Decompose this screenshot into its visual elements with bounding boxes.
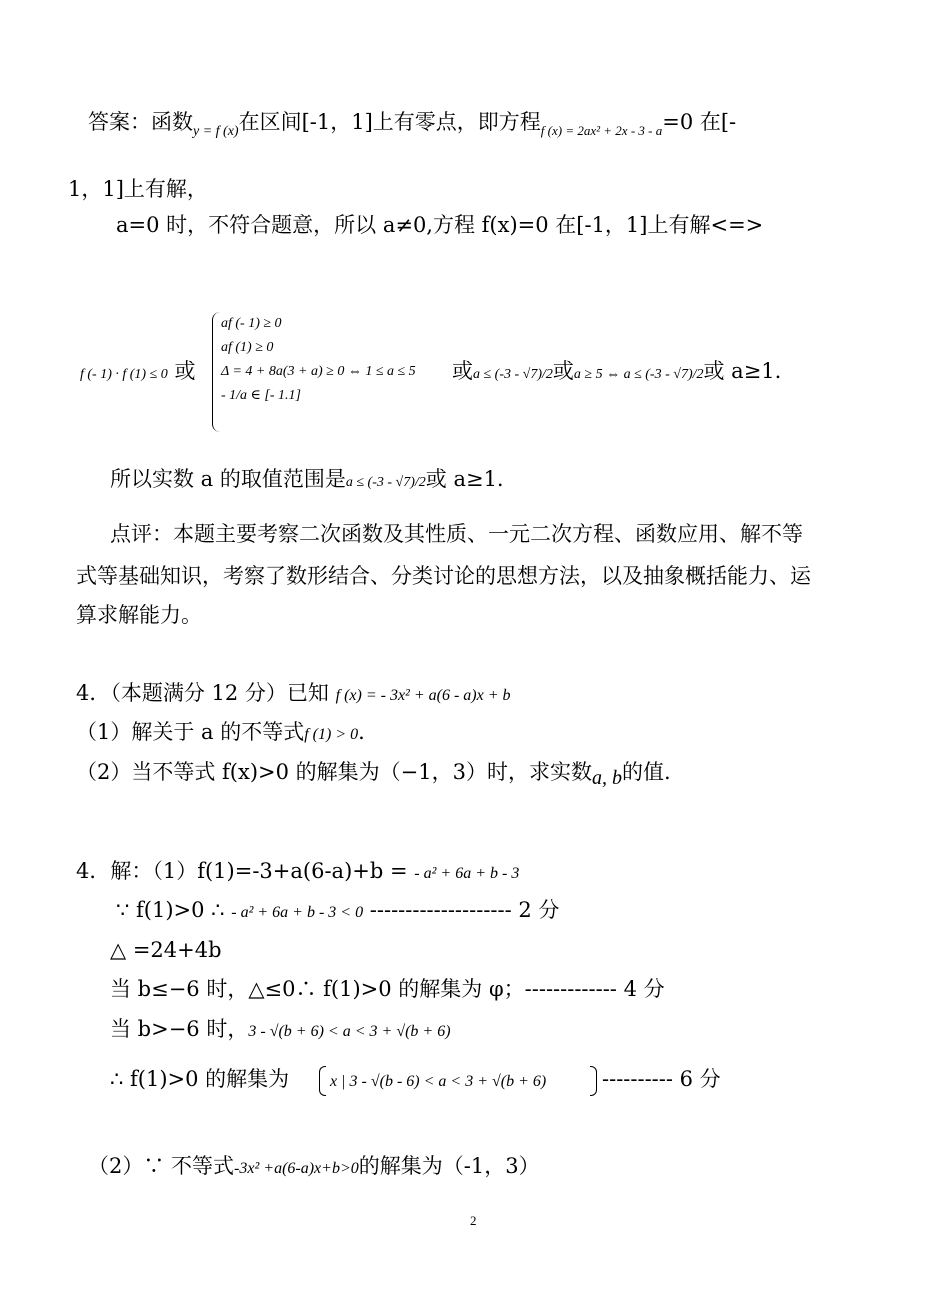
solution-line-2 [116, 897, 559, 926]
part-2-variables: a, b [592, 767, 622, 789]
function-notation: y = f (x) [193, 124, 239, 139]
range-text: 所以实数 a 的取值范围是 [110, 467, 346, 491]
system-tail [452, 358, 781, 388]
system-row: af (- 1) ≥ 0 [221, 316, 282, 331]
comment-line-3: 算求解能力。 [76, 603, 202, 627]
range-bound: a ≤ (-3 - √7)/2 [345, 475, 426, 490]
part-1-text: （1）解关于 a 的不等式 [76, 720, 305, 744]
solution-line-1 [76, 858, 519, 887]
bound-2: a ≥ 5 ⇔ a ≤ (-3 - √7)/2 [573, 367, 704, 382]
solution-because: ∵ f(1)>0 ∴ [116, 898, 225, 922]
solution-score-6: ---------- 6 分 [602, 1067, 721, 1091]
range-line [110, 466, 504, 496]
solution-text: 4．解：（1）f(1)=-3+a(6-a)+b = [76, 859, 408, 883]
part-2-end: 的值. [622, 760, 671, 784]
answer-text-end: =0 在[- [662, 110, 737, 134]
case-text: 当 b>−6 时， [110, 1017, 249, 1041]
solution-line-7 [88, 1153, 540, 1182]
question-4-label: 4．（本题满分 12 分）已知 [76, 681, 329, 705]
system-lead [80, 358, 195, 388]
product-condition: f (- 1) · f (1) ≤ 0 [80, 367, 168, 382]
answer-intro: 答案：函数 [88, 110, 193, 134]
answer-line-3: a=0 时，不符合题意，所以 a≠0,方程 f(x)=0 在[-1，1]上有解<=> [116, 213, 764, 237]
part-2-inequality: -3x² +a(6-a)x+b>0 [234, 1160, 359, 1177]
inequality-system [212, 312, 416, 432]
or-word: 或 [552, 359, 574, 383]
score-marker: -------------------- 2 分 [369, 898, 560, 922]
system-row: af (1) ≥ 0 [221, 340, 274, 355]
solution-line-3: △ =24+4b [110, 938, 222, 962]
set-left-brace [319, 1066, 326, 1096]
page-number: 2 [470, 1213, 477, 1228]
or-word: 或 [452, 359, 473, 383]
system-row: Δ = 4 + 8a(3 + a) ≥ 0 ⇔ 1 ≤ a ≤ 5 [221, 364, 416, 379]
solution-set-text: ∴ f(1)>0 的解集为 [110, 1067, 290, 1091]
part-2-solution-set: 的解集为（-1，3） [358, 1154, 540, 1178]
system-row: - 1/a ∈ [- 1.1] [221, 388, 301, 403]
case-inequality: 3 - √(b + 6) < a < 3 + √(b + 6) [248, 1023, 451, 1040]
part-2-text: （2）当不等式 f(x)>0 的解集为（−1，3）时，求实数 [76, 760, 592, 784]
part-2-because: （2）∵ 不等式 [88, 1154, 235, 1178]
comment-line-2: 式等基础知识，考察了数形结合、分类讨论的思想方法，以及抽象概括能力、运 [76, 564, 811, 588]
answer-line-1 [88, 109, 736, 139]
set-right-brace [590, 1066, 597, 1096]
bound-1: a ≤ (-3 - √7)/2 [473, 367, 553, 382]
solution-set [330, 1066, 546, 1095]
part-1-end: . [358, 720, 365, 744]
comment-line-1: 点评：本题主要考察二次函数及其性质、一元二次方程、函数应用、解不等 [110, 522, 803, 546]
question-4-part-1 [76, 719, 365, 748]
part-1-inequality: f (1) > 0 [304, 726, 359, 743]
answer-text: 在区间[-1，1]上有零点，即方程 [238, 110, 541, 134]
question-4-function: f (x) = - 3x² + a(6 - a)x + b [335, 687, 511, 704]
system-conclusion: 或 a≥1. [703, 359, 782, 383]
solution-line-4: 当 b≤−6 时，△≤0∴ f(1)>0 的解集为 φ；------------- 4 分 [110, 977, 665, 1001]
answer-line-2: 1，1]上有解， [68, 177, 208, 201]
question-4-header [76, 680, 511, 709]
range-end: 或 a≥1. [425, 467, 504, 491]
or-word: 或 [174, 359, 196, 383]
question-4-part-2 [76, 759, 671, 789]
equation: f (x) = 2ax² + 2x - 3 - a [540, 123, 663, 138]
solution-set-expression: x | 3 - √(b - 6) < a < 3 + √(b + 6) [330, 1073, 547, 1090]
solution-inequality: - a² + 6a + b - 3 < 0 [231, 904, 364, 921]
solution-expression: - a² + 6a + b - 3 [414, 865, 520, 882]
solution-line-5 [110, 1016, 451, 1045]
solution-line-6 [110, 1066, 289, 1092]
